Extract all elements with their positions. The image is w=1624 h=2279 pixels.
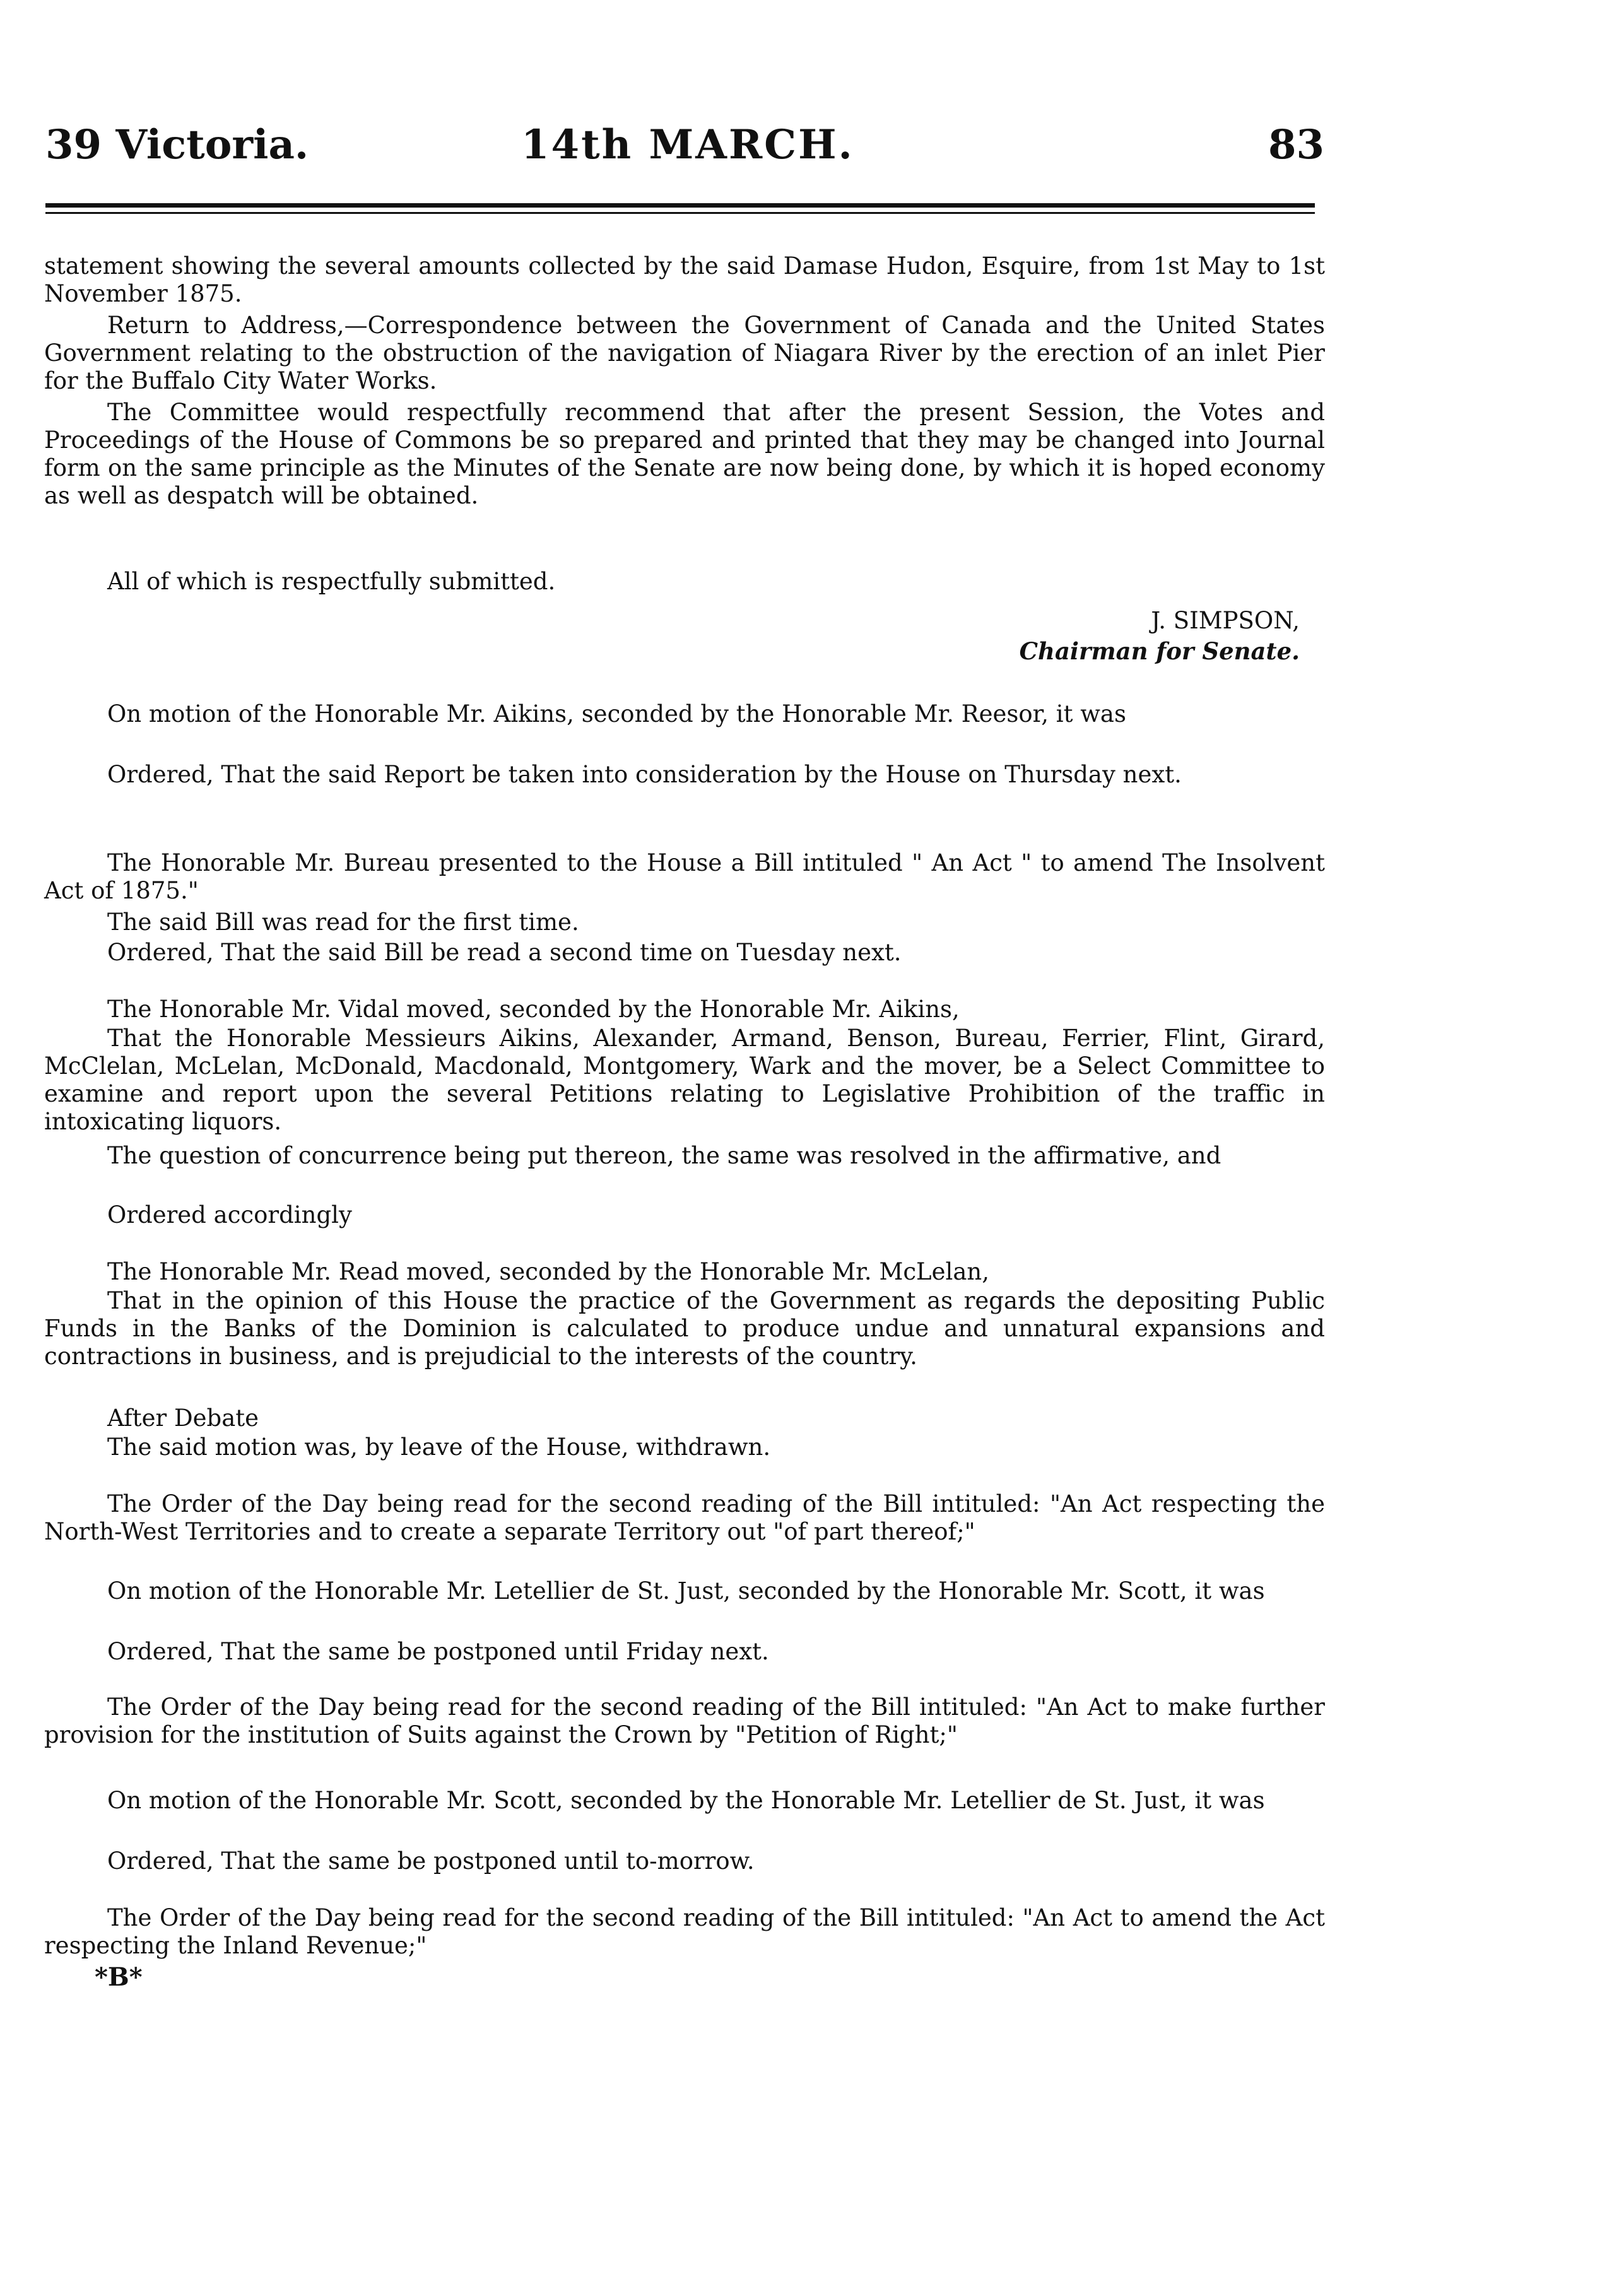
paragraph-return-to-address: Return to Address,—Correspondence between the Government of Canada and the United States Government relating to the obstruction of the navigation of Niagara River by the erection of an inlet Pier for the Buffalo City Water Works. bbox=[44, 312, 1325, 394]
paragraph-ordered-accordingly: Ordered accordingly bbox=[107, 1201, 352, 1228]
signature-title: Chairman for Senate. bbox=[1019, 637, 1300, 665]
paragraph-ordered-report: Ordered, That the said Report be taken into consideration by the House on Thursday next. bbox=[107, 761, 1182, 788]
signature-name: J. SIMPSON, bbox=[1151, 607, 1300, 634]
paragraph-withdrawn: The said motion was, by leave of the House, withdrawn. bbox=[107, 1434, 771, 1461]
paragraph-after-debate: After Debate bbox=[107, 1404, 259, 1432]
paragraph-ordered-second-reading: Ordered, That the said Bill be read a second time on Tuesday next. bbox=[107, 939, 902, 966]
page-number: 83 bbox=[1268, 121, 1325, 168]
paragraph-letellier-motion: On motion of the Honorable Mr. Letellier de St. Just, seconded by the Honorable Mr. Scott, it was bbox=[107, 1577, 1265, 1605]
paragraph-committee-recommendation: The Committee would respectfully recommend that after the present Session, the Votes and Proceedings of the House of Commons be so prepared and printed that they may be changed into Journal form on the same principle as the Minutes of the Senate are now being done, by which it is hoped economy as well as despatch will be obtained. bbox=[44, 399, 1325, 509]
paragraph-north-west-order: The Order of the Day being read for the second reading of the Bill intituled: "An Act respecting the North-West Territories and to create a separate Territory out "of part thereof;" bbox=[44, 1490, 1325, 1545]
paragraph-motion-aikins: On motion of the Honorable Mr. Aikins, seconded by the Honorable Mr. Reesor, it was bbox=[107, 700, 1126, 727]
signature-block bbox=[946, 606, 1300, 666]
paragraph-petition-of-right-order: The Order of the Day being read for the second reading of the Bill intituled: "An Act to make further provision for the institution of Suits against the Crown by "Petition of Right;" bbox=[44, 1693, 1325, 1748]
paragraph-concurrence: The question of concurrence being put thereon, the same was resolved in the affirmative, and bbox=[107, 1142, 1221, 1169]
paragraph-inland-revenue-order: The Order of the Day being read for the second reading of the Bill intituled: "An Act to amend the Act respecting the Inland Revenue;" bbox=[44, 1904, 1325, 1959]
paragraph-vidal-motion: The Honorable Mr. Vidal moved, seconded by the Honorable Mr. Aikins, bbox=[107, 996, 960, 1023]
paragraph-postponed-tomorrow: Ordered, That the same be postponed until to-morrow. bbox=[107, 1847, 755, 1875]
paragraph-read-motion: The Honorable Mr. Read moved, seconded by the Honorable Mr. McLelan, bbox=[107, 1258, 989, 1285]
header-rule-thin bbox=[45, 212, 1315, 214]
paragraph-scott-motion: On motion of the Honorable Mr. Scott, seconded by the Honorable Mr. Letellier de St. Just, it was bbox=[107, 1787, 1265, 1814]
paragraph-public-funds: That in the opinion of this House the practice of the Government as regards the depositing Public Funds in the Banks of the Dominion is calculated to produce undue and unnatural expansions and contractions in business, and is prejudicial to the interests of the country. bbox=[44, 1287, 1325, 1370]
paragraph-select-committee: That the Honorable Messieurs Aikins, Alexander, Armand, Benson, Bureau, Ferrier, Flint, Girard, McClelan, McLelan, McDonald, Macdonald, Montgomery, Wark and the mover, be a Select Committee to examine and report upon the several Petitions relating to Legislative Prohibition of the traffic in intoxicating liquors. bbox=[44, 1025, 1325, 1135]
paragraph-postponed-friday: Ordered, That the same be postponed until Friday next. bbox=[107, 1638, 769, 1665]
header-rule-thick bbox=[45, 203, 1315, 208]
paragraph-submitted: All of which is respectfully submitted. bbox=[107, 568, 556, 595]
running-head-date: 14th MARCH. bbox=[521, 121, 854, 168]
paragraph-bureau-bill: The Honorable Mr. Bureau presented to the House a Bill intituled " An Act " to amend The Insolvent Act of 1875." bbox=[44, 849, 1325, 904]
paragraph-first-reading: The said Bill was read for the first time. bbox=[107, 909, 579, 936]
paragraph-statement: statement showing the several amounts collected by the said Damase Hudon, Esquire, from 1st May to 1st November 1875. bbox=[44, 252, 1325, 307]
running-head-left: 39 Victoria. bbox=[45, 121, 309, 168]
signature-mark: *B* bbox=[95, 1962, 143, 1992]
